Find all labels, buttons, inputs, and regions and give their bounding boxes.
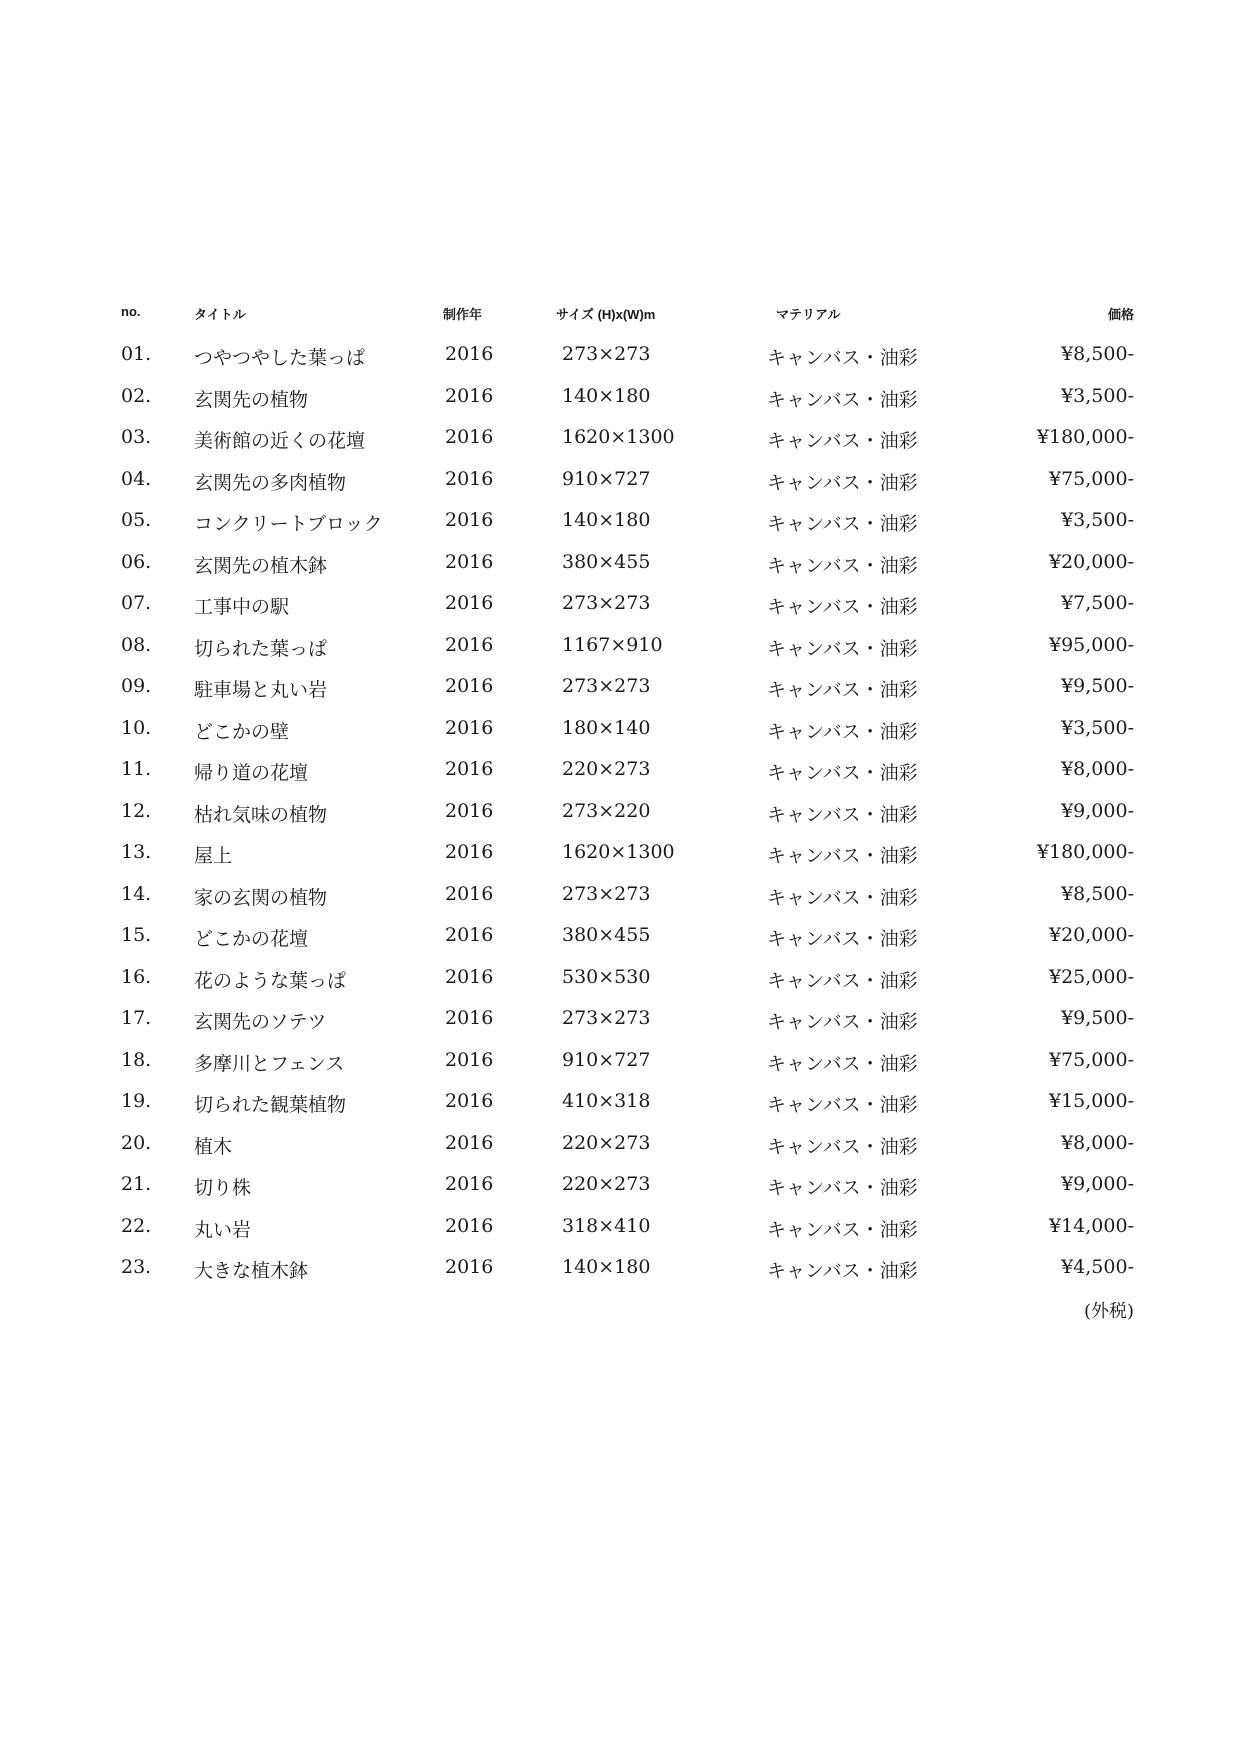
cell-title: 大きな植木鉢 xyxy=(194,1260,309,1282)
cell-title: 花のような葉っぱ xyxy=(194,969,347,992)
header-year: 制作年 xyxy=(443,307,483,322)
cell-year: 2016 xyxy=(445,882,494,905)
cell-material: キャンバス・油彩 xyxy=(767,969,918,992)
cell-material: キャンバス・油彩 xyxy=(767,886,918,909)
cell-price: ¥8,000- xyxy=(1061,758,1134,780)
table-row xyxy=(0,582,1239,624)
cell-year: 2016 xyxy=(445,924,494,946)
cell-price: ¥14,000- xyxy=(1049,1214,1134,1237)
cell-size: 1620×1300 xyxy=(562,841,675,863)
cell-title: 工事中の駅 xyxy=(194,596,290,618)
cell-title: 玄関先の多肉植物 xyxy=(194,471,347,494)
cell-year: 2016 xyxy=(445,550,494,573)
table-row xyxy=(0,458,1239,500)
cell-size: 410×318 xyxy=(562,1090,651,1112)
cell-material: キャンバス・油彩 xyxy=(767,928,918,950)
cell-year: 2016 xyxy=(445,384,494,407)
table-row xyxy=(0,873,1239,915)
cell-title: 枯れ気味の植物 xyxy=(194,803,328,826)
cell-size: 180×140 xyxy=(562,716,651,739)
cell-size: 318×410 xyxy=(562,1214,651,1237)
cell-no: 01. xyxy=(121,343,152,365)
cell-material: キャンバス・油彩 xyxy=(767,845,918,867)
cell-size: 273×273 xyxy=(562,343,651,365)
cell-material: キャンバス・油彩 xyxy=(767,430,918,452)
table-row xyxy=(0,375,1239,417)
cell-title: 切られた葉っぱ xyxy=(194,637,328,660)
cell-material: キャンバス・油彩 xyxy=(767,1177,918,1199)
cell-size: 273×220 xyxy=(562,799,651,822)
cell-material: キャンバス・油彩 xyxy=(767,554,918,577)
cell-size: 910×727 xyxy=(562,467,651,490)
cell-price: ¥20,000- xyxy=(1049,550,1134,573)
header-no: no. xyxy=(121,304,141,319)
cell-year: 2016 xyxy=(445,716,494,739)
cell-price: ¥75,000- xyxy=(1049,1048,1134,1071)
cell-material: キャンバス・油彩 xyxy=(767,1052,918,1075)
cell-price: ¥4,500- xyxy=(1061,1256,1134,1278)
cell-no: 05. xyxy=(121,509,152,531)
header-price: 価格 xyxy=(1107,307,1134,322)
cell-no: 21. xyxy=(121,1173,152,1195)
cell-material: キャンバス・油彩 xyxy=(767,679,918,701)
cell-title: 玄関先のソテツ xyxy=(194,1011,327,1033)
cell-title: どこかの花壇 xyxy=(194,928,309,950)
cell-material: キャンバス・油彩 xyxy=(767,1218,918,1241)
table-row xyxy=(0,790,1239,832)
cell-year: 2016 xyxy=(445,675,494,697)
cell-material: キャンバス・油彩 xyxy=(767,596,918,618)
cell-price: ¥20,000- xyxy=(1049,924,1134,946)
cell-size: 140×180 xyxy=(562,384,651,407)
table-row xyxy=(0,416,1239,458)
cell-size: 220×273 xyxy=(562,1173,651,1195)
cell-material: キャンバス・油彩 xyxy=(767,762,918,784)
cell-year: 2016 xyxy=(445,1048,494,1071)
table-row xyxy=(0,748,1239,790)
cell-title: つやつやした葉っぱ xyxy=(194,347,366,369)
cell-year: 2016 xyxy=(445,467,494,490)
cell-size: 140×180 xyxy=(562,1256,651,1278)
cell-price: ¥9,000- xyxy=(1061,799,1134,822)
cell-price: ¥9,000- xyxy=(1061,1173,1134,1195)
cell-material: キャンバス・油彩 xyxy=(767,637,918,660)
cell-size: 273×273 xyxy=(562,882,651,905)
cell-no: 04. xyxy=(121,467,152,490)
cell-year: 2016 xyxy=(445,509,494,531)
cell-no: 11. xyxy=(121,758,152,780)
cell-price: ¥25,000- xyxy=(1049,965,1134,988)
cell-year: 2016 xyxy=(445,592,494,614)
cell-size: 140×180 xyxy=(562,509,651,531)
cell-title: 帰り道の花壇 xyxy=(194,762,309,784)
table-row xyxy=(0,831,1239,873)
cell-no: 22. xyxy=(121,1214,152,1237)
cell-price: ¥9,500- xyxy=(1061,1007,1134,1029)
cell-no: 10. xyxy=(121,716,152,739)
cell-title: 丸い岩 xyxy=(194,1218,252,1241)
cell-title: 玄関先の植木鉢 xyxy=(194,554,328,577)
table-row xyxy=(0,541,1239,583)
cell-material: キャンバス・油彩 xyxy=(767,347,918,369)
cell-year: 2016 xyxy=(445,965,494,988)
cell-no: 06. xyxy=(121,550,152,573)
cell-size: 380×455 xyxy=(562,924,651,946)
cell-price: ¥3,500- xyxy=(1061,509,1134,531)
table-row xyxy=(0,1122,1239,1164)
table-row xyxy=(0,956,1239,998)
cell-title: 美術館の近くの花壇 xyxy=(194,430,366,452)
table-row xyxy=(0,997,1239,1039)
cell-material: キャンバス・油彩 xyxy=(767,1011,918,1033)
cell-size: 1167×910 xyxy=(562,633,663,656)
cell-material: キャンバス・油彩 xyxy=(767,803,918,826)
cell-price: ¥75,000- xyxy=(1049,467,1134,490)
cell-size: 220×273 xyxy=(562,758,651,780)
cell-year: 2016 xyxy=(445,758,494,780)
cell-title: 家の玄関の植物 xyxy=(194,886,328,909)
cell-material: キャンバス・油彩 xyxy=(767,1094,918,1116)
cell-year: 2016 xyxy=(445,841,494,863)
table-row xyxy=(0,333,1239,375)
cell-year: 2016 xyxy=(445,633,494,656)
cell-price: ¥15,000- xyxy=(1049,1090,1134,1112)
cell-no: 09. xyxy=(121,675,152,697)
cell-title: 切られた観葉植物 xyxy=(194,1094,347,1116)
cell-no: 23. xyxy=(121,1256,152,1278)
cell-material: キャンバス・油彩 xyxy=(767,1135,918,1158)
cell-size: 380×455 xyxy=(562,550,651,573)
table-row xyxy=(0,914,1239,956)
cell-no: 12. xyxy=(121,799,152,822)
cell-price: ¥7,500- xyxy=(1061,592,1134,614)
cell-material: キャンバス・油彩 xyxy=(767,720,918,743)
cell-no: 08. xyxy=(121,633,152,656)
cell-price: ¥180,000- xyxy=(1036,841,1134,863)
cell-no: 02. xyxy=(121,384,152,407)
cell-size: 530×530 xyxy=(562,965,651,988)
cell-title: 玄関先の植物 xyxy=(194,388,309,411)
cell-size: 273×273 xyxy=(562,592,651,614)
cell-material: キャンバス・油彩 xyxy=(767,513,918,535)
header-title: タイトル xyxy=(194,307,246,322)
cell-year: 2016 xyxy=(445,1131,494,1154)
cell-material: キャンバス・油彩 xyxy=(767,1260,918,1282)
table-row xyxy=(0,499,1239,541)
cell-title: 切り株 xyxy=(194,1177,252,1199)
cell-title: コンクリートブロック xyxy=(194,513,383,535)
cell-year: 2016 xyxy=(445,426,494,448)
cell-year: 2016 xyxy=(445,1256,494,1278)
cell-title: 多摩川とフェンス xyxy=(194,1052,345,1075)
cell-no: 16. xyxy=(121,965,152,988)
cell-price: ¥3,500- xyxy=(1061,384,1134,407)
cell-title: 駐車場と丸い岩 xyxy=(194,679,328,701)
cell-price: ¥9,500- xyxy=(1061,675,1134,697)
table-row xyxy=(0,1163,1239,1205)
cell-year: 2016 xyxy=(445,799,494,822)
cell-year: 2016 xyxy=(445,1090,494,1112)
cell-year: 2016 xyxy=(445,343,494,365)
cell-no: 17. xyxy=(121,1007,152,1029)
header-size: サイズ (H)x(W)m xyxy=(556,307,656,322)
tax-note: (外税) xyxy=(1083,1301,1134,1322)
cell-price: ¥8,000- xyxy=(1061,1131,1134,1154)
cell-size: 273×273 xyxy=(562,1007,651,1029)
cell-price: ¥8,500- xyxy=(1061,882,1134,905)
cell-year: 2016 xyxy=(445,1007,494,1029)
cell-no: 03. xyxy=(121,426,152,448)
cell-title: どこかの壁 xyxy=(194,720,290,743)
table-row xyxy=(0,1205,1239,1247)
artwork-table-body xyxy=(0,333,1239,1288)
cell-size: 910×727 xyxy=(562,1048,651,1071)
cell-no: 13. xyxy=(121,841,152,863)
cell-size: 220×273 xyxy=(562,1131,651,1154)
cell-material: キャンバス・油彩 xyxy=(767,388,918,411)
cell-no: 14. xyxy=(121,882,152,905)
cell-year: 2016 xyxy=(445,1173,494,1195)
cell-no: 15. xyxy=(121,924,152,946)
cell-price: ¥8,500- xyxy=(1061,343,1134,365)
cell-no: 07. xyxy=(121,592,152,614)
cell-no: 18. xyxy=(121,1048,152,1071)
cell-size: 1620×1300 xyxy=(562,426,675,448)
table-row xyxy=(0,707,1239,749)
table-row xyxy=(0,1246,1239,1288)
table-row xyxy=(0,624,1239,666)
cell-material: キャンバス・油彩 xyxy=(767,471,918,494)
cell-price: ¥3,500- xyxy=(1061,716,1134,739)
cell-price: ¥180,000- xyxy=(1036,426,1134,448)
cell-size: 273×273 xyxy=(562,675,651,697)
cell-no: 19. xyxy=(121,1090,152,1112)
cell-price: ¥95,000- xyxy=(1049,633,1134,656)
table-row xyxy=(0,665,1239,707)
table-header xyxy=(0,300,1239,328)
cell-no: 20. xyxy=(121,1131,152,1154)
header-material: マテリアル xyxy=(776,307,841,322)
table-row xyxy=(0,1080,1239,1122)
cell-title: 屋上 xyxy=(194,845,233,867)
cell-title: 植木 xyxy=(194,1135,233,1158)
table-row xyxy=(0,1039,1239,1081)
cell-year: 2016 xyxy=(445,1214,494,1237)
